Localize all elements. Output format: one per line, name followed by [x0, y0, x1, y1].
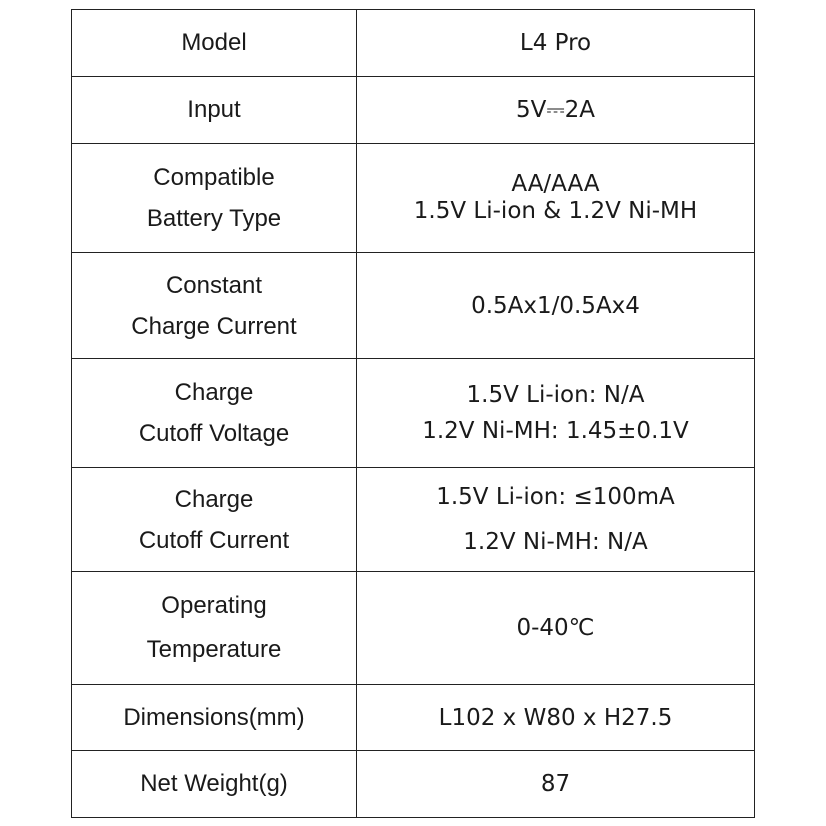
row-label: Net Weight(g)	[140, 770, 288, 797]
row-value: 1.5V Li-ion: ≤100mA	[436, 483, 675, 510]
row-label: Model	[181, 29, 247, 56]
row-label: Input	[187, 96, 241, 123]
value-cell	[357, 468, 755, 572]
table-row-model	[72, 10, 755, 77]
table-row-dimensions	[72, 685, 755, 751]
row-value: 1.2V Ni-MH: N/A	[463, 528, 648, 555]
row-label: Charge	[174, 485, 254, 513]
row-value: 1.2V Ni-MH: 1.45±0.1V	[422, 418, 689, 444]
row-label: Cutoff Voltage	[138, 420, 290, 447]
row-label: Battery Type	[146, 205, 282, 232]
value-cell	[357, 10, 755, 77]
value-cell	[357, 253, 755, 359]
label-cell	[72, 144, 357, 253]
label-cell	[72, 253, 357, 359]
row-label: Temperature	[146, 636, 282, 663]
row-value: L4 Pro	[519, 30, 592, 56]
value-cell	[357, 685, 755, 751]
label-cell	[72, 10, 357, 77]
row-label: Operating	[161, 592, 267, 619]
table-row-temperature	[72, 572, 755, 685]
label-cell	[72, 685, 357, 751]
value-cell	[357, 144, 755, 253]
label-cell	[72, 468, 357, 572]
value-cell	[357, 751, 755, 818]
table-row-weight	[72, 751, 755, 818]
value-cell	[357, 77, 755, 144]
row-label: Constant	[165, 271, 263, 299]
row-label: Dimensions(mm)	[123, 703, 305, 731]
row-value: 0.5Ax1/0.5Ax4	[471, 292, 640, 319]
value-cell	[357, 359, 755, 468]
label-cell	[72, 751, 357, 818]
row-value: 1.5V Li-ion: N/A	[466, 382, 645, 408]
row-label: Cutoff Current	[138, 526, 290, 554]
row-label: Charge	[174, 379, 254, 406]
label-cell	[72, 572, 357, 685]
row-value: 87	[540, 771, 571, 797]
table-row-input	[72, 77, 755, 144]
table-row-cutoff-voltage	[72, 359, 755, 468]
row-value: AA/AAA	[511, 171, 600, 197]
row-label: Charge Current	[131, 312, 297, 340]
value-cell	[357, 572, 755, 685]
table-row-cutoff-current	[72, 468, 755, 572]
spec-table	[71, 9, 755, 818]
row-value: 0-40℃	[516, 615, 595, 641]
row-value: 5V⎓2A	[515, 97, 596, 123]
row-value: 1.5V Li-ion & 1.2V Ni-MH	[413, 198, 698, 224]
table-row-charge-current	[72, 253, 755, 359]
table-row-battery-type	[72, 144, 755, 253]
label-cell	[72, 77, 357, 144]
row-label: Compatible	[153, 164, 275, 191]
row-value: L102 x W80 x H27.5	[438, 704, 673, 731]
label-cell	[72, 359, 357, 468]
